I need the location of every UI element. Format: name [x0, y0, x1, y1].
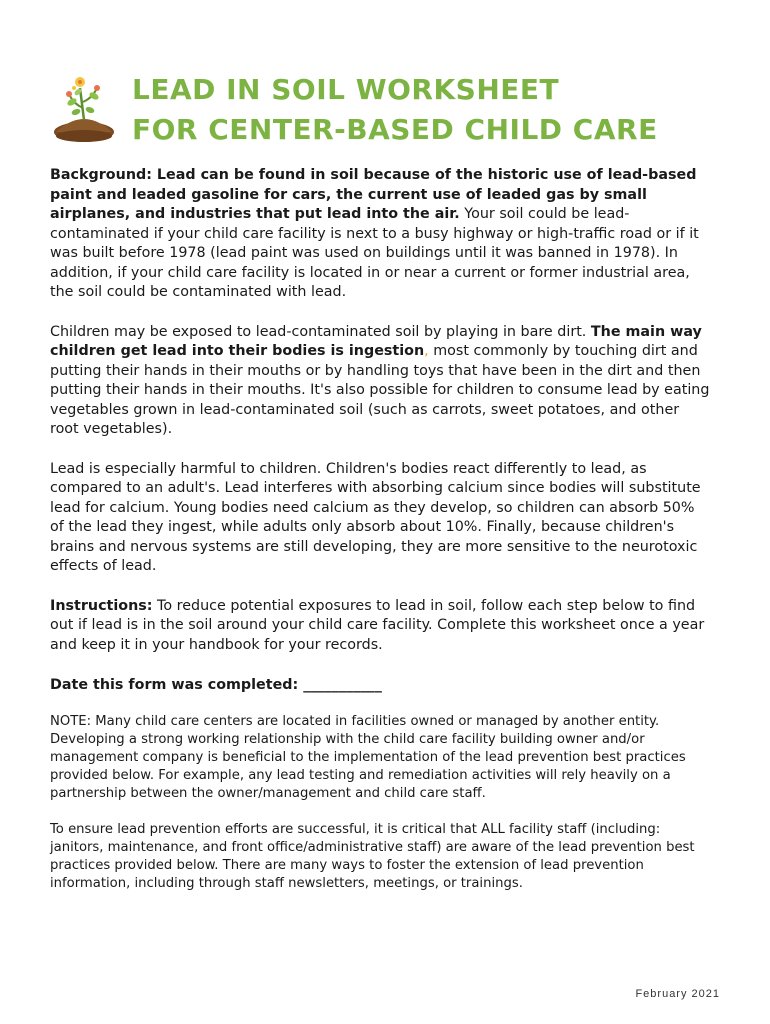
instructions-text: To reduce potential exposures to lead in soil, follow each step below to find out if lead is in the soil around your child care facility. Complete this worksheet once a year and keep it in your handbook for your records. — [50, 597, 705, 653]
background-text: Your soil could be lead-contaminated if your child care facility is next to a busy highway or high-traffic road or if it was built before 1978 (lead paint was used on buildings until it was banned in 1978). In addition, if your child care facility is located in or near a current or former industrial area, the soil could be contaminated with lead. — [50, 206, 699, 300]
exposure-comma: , — [424, 343, 429, 359]
exposure-text-end: most commonly by touching dirt and putting their hands in their mouths or by handling toys that have been in the dirt and then putting their hands in their mouths. It's also possible for children to consume lead by eating vegetables grown in lead-contaminated soil (such as carrots, sweet potatoes, and other root vegetables). — [50, 343, 710, 437]
exposure-paragraph — [50, 323, 710, 440]
background-paragraph — [50, 166, 710, 303]
date-completed-field[interactable]: Date this form was completed: ___________ — [50, 677, 382, 693]
exposure-text-start: Children may be exposed to lead-contaminated soil by playing in bare dirt. — [50, 323, 591, 340]
document-header — [50, 66, 730, 152]
title-line-1: LEAD IN SOIL WORKSHEET — [132, 73, 560, 106]
harm-paragraph: Lead is especially harmful to children. Children's bodies react differently to lead, as compared to an adult's. Lead interferes with absorbing calcium since bodies will substitute lead for calcium. Young bodies need calcium as they develop, so children can absorb 50% of the lead they ingest, while adults only absorb about 10%. Finally, because children's brains and nervous systems are still developing, they are more sensitive to the neurotoxic effects of lead. — [50, 460, 701, 574]
note-paragraph: NOTE: Many child care centers are located in facilities owned or managed by another entity. Developing a strong working relationship with the child care facility building owner and/or management company is beneficial to the implementation of the lead prevention best practices provided below. For example, any lead testing and remediation activities will rely heavily on a partnership between the owner/management and child care staff. — [50, 714, 686, 801]
page-title — [132, 70, 658, 150]
plant-in-soil-icon — [50, 66, 118, 146]
worksheet-body — [50, 166, 710, 911]
footer-date: February 2021 — [635, 988, 720, 1000]
exposure-emphasis: The main way children get lead into their bodies is ingestion — [50, 323, 702, 359]
instructions-paragraph — [50, 597, 710, 656]
instructions-label: Instructions: — [50, 597, 153, 614]
prevention-paragraph: To ensure lead prevention efforts are successful, it is critical that ALL facility staff (including: janitors, maintenance, and front office/administrative staff) are aware of the lead prevention best practices provided below. There are many ways to foster the extension of lead prevention information, including through staff newsletters, meetings, or trainings. — [50, 822, 695, 891]
background-label: Background: Lead can be found in soil because of the historic use of lead-based paint and leaded gasoline for cars, the current use of leaded gas by small airplanes, and industries that put lead into the air. — [50, 167, 697, 222]
title-line-2: FOR CENTER-BASED CHILD CARE — [132, 113, 658, 146]
